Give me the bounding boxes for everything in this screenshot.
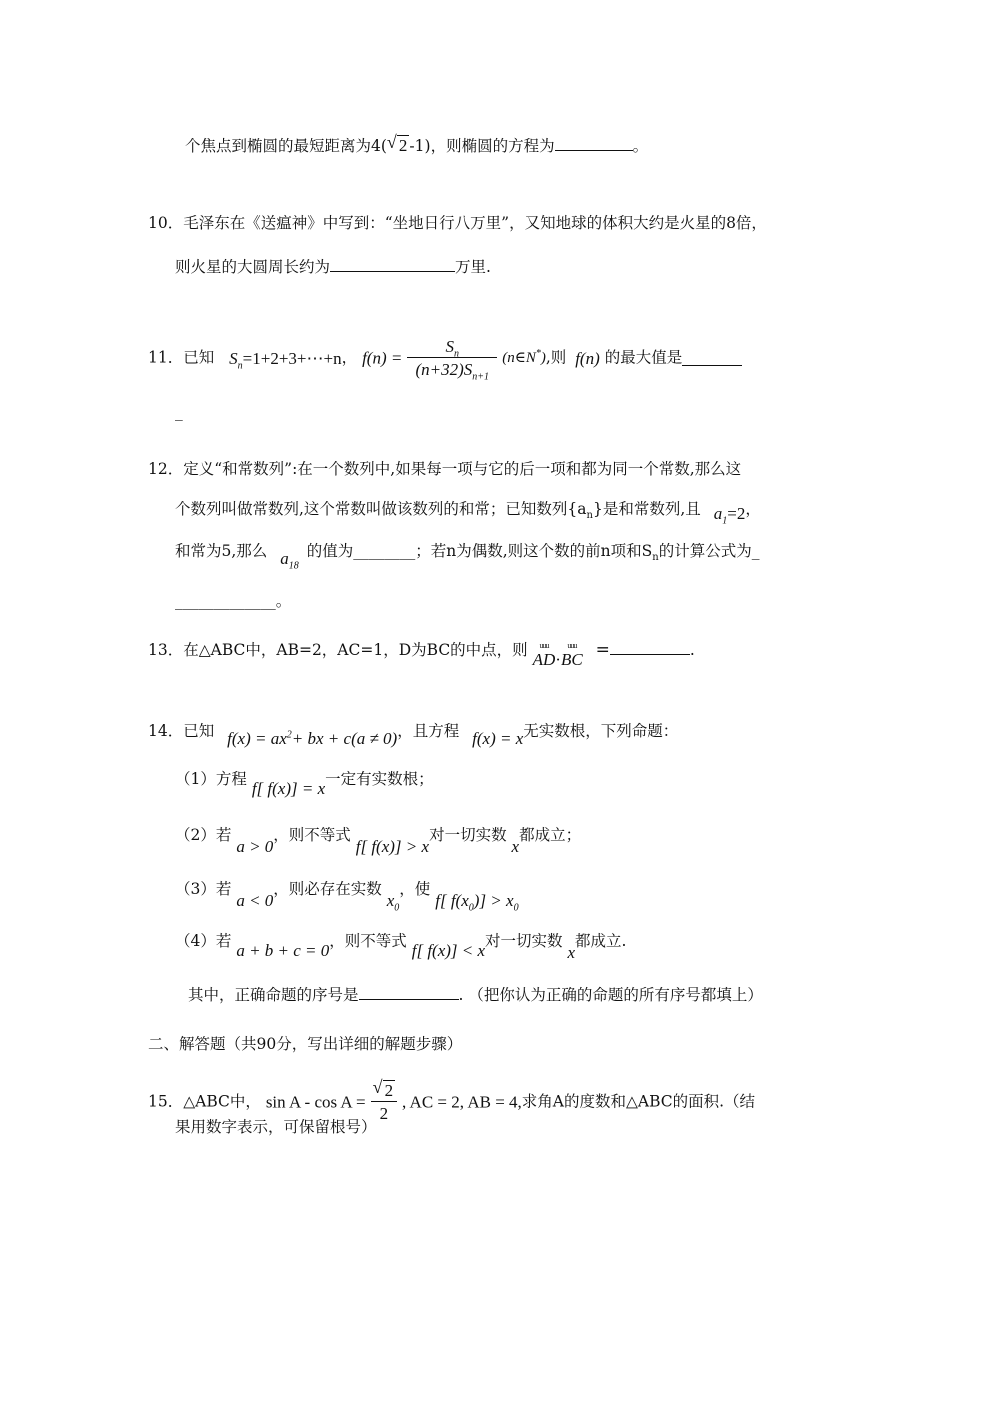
q13-line bbox=[148, 640, 695, 669]
q11-num: S bbox=[445, 337, 455, 356]
q12-a1-sub: 1 bbox=[722, 515, 728, 527]
q14-p4 bbox=[175, 932, 627, 962]
q13-prefix: 13．在△ABC中，AB=2，AC=1，D为BC的中点，则 bbox=[148, 641, 528, 659]
q9-end: 。 bbox=[632, 137, 649, 155]
q14-fx-a: f(x) = ax bbox=[227, 729, 287, 748]
q14-p3-math-sub: 0 bbox=[468, 902, 474, 914]
q12-a1 bbox=[713, 504, 746, 527]
q14-answer-prefix: 其中，正确命题的序号是 bbox=[188, 986, 359, 1004]
q15-denominator: 2 bbox=[379, 1104, 389, 1123]
q10-line2 bbox=[175, 257, 491, 276]
q11-sep: ， bbox=[341, 348, 358, 367]
q11-num-sub: n bbox=[454, 348, 460, 360]
q14-p1-label: （1）方程 bbox=[175, 770, 247, 788]
q12-line3-sub: n bbox=[652, 552, 659, 564]
q12-line2-a: 个数列叫做常数列,这个常数叫做该数列的和常；已知数列{a bbox=[175, 500, 587, 518]
q14-p3-label: （3）若 bbox=[175, 880, 232, 898]
vector-ad-arrow: uuu bbox=[539, 641, 549, 650]
vector-ad bbox=[532, 641, 556, 669]
q15-numerator bbox=[371, 1077, 398, 1102]
q14-p4-math: f[ f(x)] < x bbox=[411, 941, 486, 960]
q11-fn2: f(n) bbox=[575, 348, 600, 368]
q15-radicand: 2 bbox=[384, 1081, 394, 1100]
q14-p4-mid: ，则不等式 bbox=[329, 932, 407, 950]
q12-line1: 12．定义“和常数列”:在一个数列中,如果每一项与它的后一项和都为同一个常数,那么这 bbox=[148, 460, 742, 478]
q14-prefix: 14．已知 bbox=[148, 722, 215, 740]
q10-answer-blank[interactable] bbox=[330, 257, 455, 272]
q12-a1-val: =2 bbox=[727, 504, 746, 523]
q11-sn: S bbox=[229, 348, 238, 368]
q13-eq: = bbox=[595, 640, 610, 660]
q14-mid: ，且方程 bbox=[397, 722, 460, 740]
q11-den-sub: n+1 bbox=[472, 371, 490, 383]
q11-sn-sub: n bbox=[237, 359, 243, 371]
q14-p2 bbox=[175, 826, 582, 856]
q15-tail: 求角A的度数和△ABC的面积.（结 bbox=[521, 1092, 756, 1111]
q11-tail: 的最大值是 bbox=[604, 348, 683, 367]
q14-p3-sep: ，使 bbox=[399, 880, 431, 898]
q15-fraction bbox=[371, 1077, 398, 1123]
q10-line1: 10．毛泽东在《送瘟神》中写到：“坐地日行八万里”，又知地球的体积大约是火星的8倍， bbox=[148, 214, 767, 232]
q12-line3-b: 的值为________；若n为偶数,则这个数的前n项和S bbox=[306, 542, 653, 560]
q11-cont: _ bbox=[175, 403, 183, 421]
q12-a1-sym: a bbox=[713, 504, 723, 523]
q12-line2 bbox=[175, 500, 761, 527]
q14-p3-math-a: f[ f(x bbox=[435, 891, 469, 910]
q12-line2-b: }是和常数列,且 bbox=[593, 500, 701, 518]
q14-tail: 无实数根，下列命题： bbox=[523, 722, 679, 740]
q14-p3-math-b: )] > x bbox=[473, 891, 514, 910]
q12-a18-sym: a bbox=[280, 549, 289, 568]
vector-ad-label: AD bbox=[532, 650, 556, 669]
q11-cond-sup: * bbox=[535, 347, 541, 359]
q14-p2-tail: 对一切实数 bbox=[429, 826, 507, 844]
q11-cond-text: (n∈N bbox=[502, 349, 536, 366]
q14-p4-tail: 对一切实数 bbox=[485, 932, 563, 950]
dot-operator: · bbox=[555, 650, 561, 669]
q11-cond bbox=[502, 347, 546, 366]
q11-sum: =1+2+3+⋯+n bbox=[242, 348, 342, 368]
q11-cond-close: ) bbox=[540, 349, 546, 366]
q9-line bbox=[185, 132, 649, 155]
q14-p3-x0 bbox=[386, 891, 400, 914]
q14-fx bbox=[227, 729, 397, 748]
q11-fn: f(n) = bbox=[362, 348, 403, 368]
q14-p3-x0-sym: x bbox=[386, 891, 395, 910]
q14-answer-suffix: . （把你认为正确的命题的所有序号都填上） bbox=[458, 986, 763, 1004]
q14-p2-end: 都成立； bbox=[519, 826, 582, 844]
q14-p2-cond: a > 0 bbox=[236, 837, 274, 856]
q14-fx-sq: 2 bbox=[286, 729, 292, 741]
q14-p4-x: x bbox=[567, 943, 576, 962]
q14-p1-tail: 一定有实数根； bbox=[325, 770, 434, 788]
q14-fx-rest: + bx + c(a ≠ 0) bbox=[291, 729, 398, 748]
q12-line2-end: ， bbox=[745, 500, 761, 518]
q14-eq: f(x) = x bbox=[472, 729, 524, 748]
q14-p3-mid: ，则必存在实数 bbox=[273, 880, 382, 898]
q15-prefix: 15．△ABC中， bbox=[148, 1092, 261, 1111]
q12-line3 bbox=[175, 542, 760, 572]
q11-den: (n+32)S bbox=[415, 360, 473, 379]
q11-denominator bbox=[407, 358, 497, 383]
q14-p3-cond: a < 0 bbox=[236, 891, 274, 910]
sqrt-radicand: 2 bbox=[398, 136, 408, 155]
q14-p3 bbox=[175, 880, 519, 914]
q9-mid: -1)，则椭圆的方程为 bbox=[409, 137, 555, 155]
q11-sn-def bbox=[229, 348, 342, 371]
q11-fraction bbox=[407, 337, 497, 383]
q15-line2: 果用数字表示，可保留根号） bbox=[175, 1118, 377, 1136]
q14-p2-math: f[ f(x)] > x bbox=[355, 837, 430, 856]
q14-line bbox=[148, 722, 679, 748]
q12-line4: _____________。 bbox=[175, 592, 292, 610]
q14-p4-end: 都成立. bbox=[575, 932, 627, 950]
q15-sqrt: √ 2 bbox=[372, 1077, 394, 1100]
q13-answer-blank[interactable] bbox=[610, 640, 690, 655]
q14-p3-x0-sub: 0 bbox=[394, 902, 400, 914]
q14-p2-label: （2）若 bbox=[175, 826, 232, 844]
q15-line1 bbox=[148, 1077, 756, 1123]
q14-p4-label: （4）若 bbox=[175, 932, 232, 950]
vector-bc bbox=[560, 641, 583, 669]
sqrt-2: √ 2 bbox=[386, 132, 408, 155]
q12-line3-c: 的计算公式为_ bbox=[658, 542, 760, 560]
q14-p3-math-sub2: 0 bbox=[513, 902, 519, 914]
section2-title: 二、解答题（共90分，写出详细的解题步骤） bbox=[148, 1035, 463, 1053]
q12-a18-sub: 18 bbox=[288, 560, 299, 572]
vector-bc-arrow: uuu bbox=[567, 641, 577, 650]
q14-p1-math: f[ f(x)] = x bbox=[251, 779, 326, 798]
q11-then: ,则 bbox=[545, 348, 567, 367]
q9-prefix: 个焦点到椭圆的最短距离为4( bbox=[185, 137, 387, 155]
q14-p2-x: x bbox=[511, 837, 520, 856]
q15-rest: , AC = 2, AB = 4, bbox=[402, 1092, 522, 1112]
q14-answer-line bbox=[188, 985, 763, 1004]
q11-prefix: 11．已知 bbox=[148, 348, 215, 367]
q14-p2-mid: ，则不等式 bbox=[273, 826, 351, 844]
q14-answer-blank[interactable] bbox=[359, 985, 459, 1000]
q11-numerator bbox=[407, 338, 497, 358]
q11-answer-blank[interactable] bbox=[682, 351, 742, 366]
q11-line bbox=[148, 337, 742, 383]
q9-answer-blank[interactable] bbox=[555, 136, 633, 151]
q12-line3-a: 和常为5,那么 bbox=[175, 542, 268, 560]
vector-bc-label: BC bbox=[560, 650, 583, 669]
q10-suffix: 万里. bbox=[455, 258, 491, 276]
q14-p1 bbox=[175, 770, 434, 798]
q12-line2-sub: n bbox=[586, 510, 593, 522]
q15-expr: sin A - cos A = bbox=[265, 1092, 366, 1112]
q12-a18 bbox=[280, 549, 299, 572]
q10-prefix: 则火星的大圆周长约为 bbox=[175, 258, 331, 276]
q14-p3-math bbox=[435, 891, 519, 914]
q13-end: . bbox=[689, 641, 695, 659]
q14-p4-cond: a + b + c = 0 bbox=[236, 941, 330, 960]
